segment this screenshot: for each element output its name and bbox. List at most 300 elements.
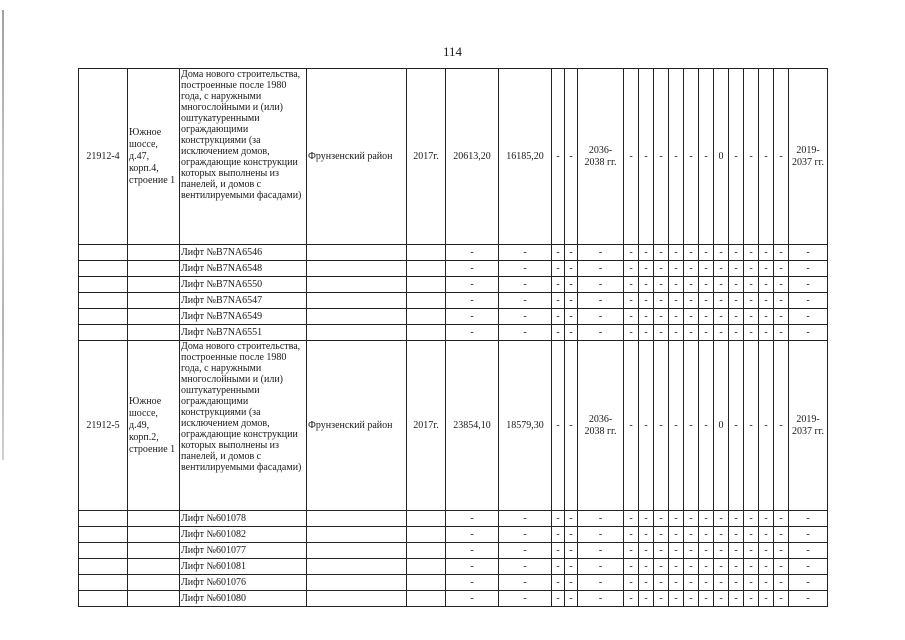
empty-cell — [79, 527, 128, 543]
dash-cell: - — [639, 245, 654, 261]
house-district: Фрунзенский район — [307, 69, 407, 245]
dash-cell: - — [699, 543, 714, 559]
dash-cell: - — [729, 575, 744, 591]
overhaul-period: 2036-2038 гг. — [578, 69, 624, 245]
dash-cell: - — [499, 293, 552, 309]
dash-cell: - — [714, 325, 729, 341]
empty-cell — [128, 559, 180, 575]
dash-cell: - — [639, 309, 654, 325]
dash-cell: - — [744, 69, 759, 245]
dash-cell: - — [552, 575, 565, 591]
house-year: 2017г. — [407, 341, 446, 511]
dash-cell: - — [669, 261, 684, 277]
lift-name: Лифт №B7NA6549 — [180, 309, 307, 325]
empty-cell — [128, 277, 180, 293]
dash-cell: - — [565, 341, 578, 511]
dash-cell: - — [684, 559, 699, 575]
lift-row — [79, 309, 828, 325]
lift-name: Лифт №B7NA6547 — [180, 293, 307, 309]
empty-cell — [79, 559, 128, 575]
dash-cell: - — [565, 325, 578, 341]
dash-cell: - — [774, 69, 789, 245]
empty-cell — [79, 591, 128, 607]
dash-cell: - — [699, 591, 714, 607]
dash-cell: - — [774, 309, 789, 325]
dash-cell: - — [669, 325, 684, 341]
dash-cell: - — [565, 591, 578, 607]
dash-cell: - — [499, 559, 552, 575]
dash-cell: - — [499, 325, 552, 341]
dash-cell: - — [684, 341, 699, 511]
lift-name: Лифт №601078 — [180, 511, 307, 527]
dash-cell: - — [729, 277, 744, 293]
dash-cell: - — [624, 341, 639, 511]
empty-cell — [407, 309, 446, 325]
lift-name: Лифт №B7NA6551 — [180, 325, 307, 341]
dash-cell: - — [639, 293, 654, 309]
dash-cell: - — [699, 325, 714, 341]
dash-cell: - — [774, 245, 789, 261]
dash-cell: - — [789, 575, 828, 591]
dash-cell: - — [699, 245, 714, 261]
empty-cell — [307, 527, 407, 543]
lift-name: Лифт №B7NA6548 — [180, 261, 307, 277]
lift-row — [79, 245, 828, 261]
dash-cell: - — [759, 559, 774, 575]
dash-cell: - — [446, 591, 499, 607]
dash-cell: - — [699, 277, 714, 293]
dash-cell: - — [552, 293, 565, 309]
lift-name: Лифт №601080 — [180, 591, 307, 607]
lift-row — [79, 527, 828, 543]
dash-cell: - — [578, 527, 624, 543]
empty-cell — [79, 325, 128, 341]
dash-cell: - — [499, 591, 552, 607]
dash-cell: - — [624, 559, 639, 575]
dash-cell: - — [684, 543, 699, 559]
dash-cell: - — [759, 325, 774, 341]
dash-cell: - — [654, 591, 669, 607]
lift-name: Лифт №B7NA6546 — [180, 245, 307, 261]
dash-cell: - — [759, 245, 774, 261]
dash-cell: - — [714, 511, 729, 527]
lift-row — [79, 559, 828, 575]
dash-cell: - — [578, 245, 624, 261]
empty-cell — [307, 559, 407, 575]
dash-cell: - — [759, 277, 774, 293]
house-district: Фрунзенский район — [307, 341, 407, 511]
dash-cell: - — [578, 511, 624, 527]
dash-cell: - — [499, 527, 552, 543]
empty-cell — [79, 261, 128, 277]
lift-name: Лифт №601076 — [180, 575, 307, 591]
dash-cell: - — [729, 543, 744, 559]
dash-cell: - — [744, 245, 759, 261]
dash-cell: - — [565, 261, 578, 277]
dash-cell: - — [729, 69, 744, 245]
dash-cell: - — [446, 527, 499, 543]
dash-cell: - — [669, 69, 684, 245]
dash-cell: - — [729, 527, 744, 543]
dash-cell: - — [789, 261, 828, 277]
dash-cell: - — [624, 325, 639, 341]
dash-cell: - — [446, 325, 499, 341]
house-address: Южное шоссе, д.47, корп.4, строение 1 — [128, 69, 180, 245]
empty-cell — [307, 325, 407, 341]
dash-cell: - — [684, 309, 699, 325]
dash-cell: - — [639, 69, 654, 245]
empty-cell — [307, 309, 407, 325]
lift-row — [79, 261, 828, 277]
dash-cell: - — [446, 575, 499, 591]
empty-cell — [307, 293, 407, 309]
register-table — [78, 68, 828, 607]
lift-row — [79, 277, 828, 293]
dash-cell: - — [774, 527, 789, 543]
empty-cell — [79, 575, 128, 591]
dash-cell: - — [669, 575, 684, 591]
dash-cell: - — [624, 543, 639, 559]
dash-cell: - — [578, 591, 624, 607]
dash-cell: - — [759, 591, 774, 607]
lift-name: Лифт №601077 — [180, 543, 307, 559]
dash-cell: - — [654, 325, 669, 341]
dash-cell: - — [699, 309, 714, 325]
dash-cell: - — [624, 309, 639, 325]
dash-cell: - — [729, 261, 744, 277]
dash-cell: - — [552, 309, 565, 325]
dash-cell: - — [624, 277, 639, 293]
empty-cell — [79, 277, 128, 293]
empty-cell — [307, 277, 407, 293]
dash-cell: - — [774, 293, 789, 309]
dash-cell: - — [789, 293, 828, 309]
dash-cell: - — [499, 309, 552, 325]
lift-name: Лифт №B7NA6550 — [180, 277, 307, 293]
dash-cell: - — [744, 325, 759, 341]
dash-cell: - — [639, 325, 654, 341]
dash-cell: - — [714, 293, 729, 309]
dash-cell: - — [654, 293, 669, 309]
dash-cell: - — [624, 245, 639, 261]
lift-name: Лифт №601081 — [180, 559, 307, 575]
dash-cell: - — [774, 543, 789, 559]
dash-cell: - — [639, 277, 654, 293]
dash-cell: - — [654, 575, 669, 591]
dash-cell: - — [729, 511, 744, 527]
dash-cell: - — [729, 309, 744, 325]
empty-cell — [307, 261, 407, 277]
dash-cell: - — [624, 69, 639, 245]
dash-cell: - — [729, 559, 744, 575]
dash-cell: - — [669, 309, 684, 325]
dash-cell: - — [565, 277, 578, 293]
empty-cell — [128, 309, 180, 325]
dash-cell: - — [578, 575, 624, 591]
dash-cell: - — [684, 591, 699, 607]
empty-cell — [307, 543, 407, 559]
dash-cell: - — [669, 245, 684, 261]
dash-cell: - — [578, 325, 624, 341]
lift-name: Лифт №601082 — [180, 527, 307, 543]
dash-cell: - — [714, 591, 729, 607]
dash-cell: - — [714, 575, 729, 591]
dash-cell: - — [774, 277, 789, 293]
dash-cell: - — [669, 293, 684, 309]
dash-cell: - — [639, 591, 654, 607]
dash-cell: - — [578, 309, 624, 325]
dash-cell: - — [774, 575, 789, 591]
dash-cell: - — [446, 277, 499, 293]
dash-cell: - — [774, 261, 789, 277]
dash-cell: - — [669, 341, 684, 511]
dash-cell: - — [654, 559, 669, 575]
empty-cell — [407, 293, 446, 309]
overhaul-period: 2036-2038 гг. — [578, 341, 624, 511]
empty-cell — [128, 575, 180, 591]
dash-cell: - — [639, 527, 654, 543]
dash-cell: - — [759, 309, 774, 325]
dash-cell: - — [446, 293, 499, 309]
dash-cell: - — [774, 341, 789, 511]
zero-cell: 0 — [714, 341, 729, 511]
dash-cell: - — [446, 245, 499, 261]
dash-cell: - — [789, 511, 828, 527]
dash-cell: - — [654, 245, 669, 261]
dash-cell: - — [684, 69, 699, 245]
dash-cell: - — [684, 575, 699, 591]
dash-cell: - — [744, 591, 759, 607]
dash-cell: - — [499, 245, 552, 261]
dash-cell: - — [552, 277, 565, 293]
dash-cell: - — [759, 293, 774, 309]
dash-cell: - — [552, 511, 565, 527]
dash-cell: - — [565, 293, 578, 309]
dash-cell: - — [499, 261, 552, 277]
dash-cell: - — [654, 543, 669, 559]
register-body — [79, 69, 828, 607]
dash-cell: - — [565, 309, 578, 325]
empty-cell — [128, 325, 180, 341]
dash-cell: - — [714, 261, 729, 277]
dash-cell: - — [789, 277, 828, 293]
dash-cell: - — [654, 261, 669, 277]
dash-cell: - — [565, 559, 578, 575]
dash-cell: - — [669, 591, 684, 607]
dash-cell: - — [789, 245, 828, 261]
dash-cell: - — [565, 245, 578, 261]
empty-cell — [307, 245, 407, 261]
house-id: 21912-4 — [79, 69, 128, 245]
dash-cell: - — [654, 69, 669, 245]
house-area-total: 20613,20 — [446, 69, 499, 245]
dash-cell: - — [699, 69, 714, 245]
dash-cell: - — [639, 511, 654, 527]
empty-cell — [79, 309, 128, 325]
dash-cell: - — [684, 261, 699, 277]
dash-cell: - — [774, 511, 789, 527]
dash-cell: - — [789, 309, 828, 325]
dash-cell: - — [624, 575, 639, 591]
dash-cell: - — [759, 543, 774, 559]
dash-cell: - — [744, 277, 759, 293]
house-row — [79, 69, 828, 245]
empty-cell — [407, 261, 446, 277]
dash-cell: - — [684, 293, 699, 309]
dash-cell: - — [552, 559, 565, 575]
dash-cell: - — [669, 277, 684, 293]
dash-cell: - — [699, 293, 714, 309]
dash-cell: - — [552, 261, 565, 277]
empty-cell — [128, 293, 180, 309]
dash-cell: - — [789, 543, 828, 559]
dash-cell: - — [759, 527, 774, 543]
dash-cell: - — [759, 69, 774, 245]
dash-cell: - — [654, 309, 669, 325]
dash-cell: - — [729, 293, 744, 309]
dash-cell: - — [714, 543, 729, 559]
house-id: 21912-5 — [79, 341, 128, 511]
dash-cell: - — [565, 575, 578, 591]
empty-cell — [128, 261, 180, 277]
empty-cell — [79, 511, 128, 527]
dash-cell: - — [565, 527, 578, 543]
dash-cell: - — [699, 559, 714, 575]
dash-cell: - — [699, 511, 714, 527]
lift-row — [79, 591, 828, 607]
lift-row — [79, 543, 828, 559]
dash-cell: - — [578, 543, 624, 559]
dash-cell: - — [744, 543, 759, 559]
dash-cell: - — [744, 511, 759, 527]
empty-cell — [307, 511, 407, 527]
dash-cell: - — [552, 341, 565, 511]
empty-cell — [407, 277, 446, 293]
dash-cell: - — [446, 511, 499, 527]
dash-cell: - — [669, 543, 684, 559]
dash-cell: - — [499, 543, 552, 559]
lift-row — [79, 293, 828, 309]
dash-cell: - — [669, 559, 684, 575]
dash-cell: - — [729, 325, 744, 341]
empty-cell — [407, 527, 446, 543]
dash-cell: - — [669, 511, 684, 527]
dash-cell: - — [744, 341, 759, 511]
empty-cell — [307, 575, 407, 591]
dash-cell: - — [744, 527, 759, 543]
empty-cell — [128, 543, 180, 559]
dash-cell: - — [684, 245, 699, 261]
dash-cell: - — [669, 527, 684, 543]
house-area-living: 16185,20 — [499, 69, 552, 245]
dash-cell: - — [446, 309, 499, 325]
house-address: Южное шоссе, д.49, корп.2, строение 1 — [128, 341, 180, 511]
dash-cell: - — [639, 341, 654, 511]
dash-cell: - — [714, 245, 729, 261]
dash-cell: - — [578, 559, 624, 575]
dash-cell: - — [684, 511, 699, 527]
dash-cell: - — [744, 293, 759, 309]
empty-cell — [407, 559, 446, 575]
empty-cell — [128, 591, 180, 607]
house-category: Дома нового строительства, построенные после 1980 года, с наружными многослойными и (или) оштукатуренными ограждающими конструкциями (за исключением домов, ограждающие конструкции которых выполнены из панелей, и домов с вентилируемыми фасадами) — [180, 341, 307, 511]
dash-cell: - — [699, 527, 714, 543]
dash-cell: - — [499, 277, 552, 293]
empty-cell — [407, 575, 446, 591]
dash-cell: - — [639, 559, 654, 575]
dash-cell: - — [552, 527, 565, 543]
dash-cell: - — [446, 543, 499, 559]
empty-cell — [407, 325, 446, 341]
dash-cell: - — [578, 277, 624, 293]
dash-cell: - — [744, 575, 759, 591]
dash-cell: - — [639, 261, 654, 277]
dash-cell: - — [639, 575, 654, 591]
dash-cell: - — [499, 575, 552, 591]
dash-cell: - — [789, 527, 828, 543]
empty-cell — [407, 511, 446, 527]
dash-cell: - — [699, 341, 714, 511]
empty-cell — [407, 543, 446, 559]
dash-cell: - — [654, 527, 669, 543]
dash-cell: - — [774, 325, 789, 341]
empty-cell — [307, 591, 407, 607]
empty-cell — [407, 591, 446, 607]
dash-cell: - — [552, 245, 565, 261]
empty-cell — [128, 511, 180, 527]
house-row — [79, 341, 828, 511]
dash-cell: - — [499, 511, 552, 527]
lift-row — [79, 325, 828, 341]
empty-cell — [79, 293, 128, 309]
dash-cell: - — [624, 261, 639, 277]
dash-cell: - — [684, 277, 699, 293]
dash-cell: - — [714, 277, 729, 293]
dash-cell: - — [639, 543, 654, 559]
house-area-living: 18579,30 — [499, 341, 552, 511]
dash-cell: - — [744, 309, 759, 325]
empty-cell — [79, 543, 128, 559]
dash-cell: - — [759, 261, 774, 277]
empty-cell — [128, 527, 180, 543]
empty-cell — [407, 245, 446, 261]
dash-cell: - — [759, 511, 774, 527]
dash-cell: - — [789, 559, 828, 575]
dash-cell: - — [729, 245, 744, 261]
empty-cell — [79, 245, 128, 261]
dash-cell: - — [774, 591, 789, 607]
scan-edge-mark — [2, 10, 4, 460]
dash-cell: - — [578, 261, 624, 277]
dash-cell: - — [684, 325, 699, 341]
dash-cell: - — [729, 591, 744, 607]
dash-cell: - — [684, 527, 699, 543]
empty-cell — [128, 245, 180, 261]
dash-cell: - — [446, 559, 499, 575]
page-number: 114 — [442, 44, 463, 59]
dash-cell: - — [624, 527, 639, 543]
dash-cell: - — [759, 575, 774, 591]
dash-cell: - — [714, 559, 729, 575]
dash-cell: - — [774, 559, 789, 575]
dash-cell: - — [624, 293, 639, 309]
house-year: 2017г. — [407, 69, 446, 245]
house-area-total: 23854,10 — [446, 341, 499, 511]
dash-cell: - — [565, 511, 578, 527]
dash-cell: - — [714, 309, 729, 325]
dash-cell: - — [789, 325, 828, 341]
dash-cell: - — [729, 341, 744, 511]
